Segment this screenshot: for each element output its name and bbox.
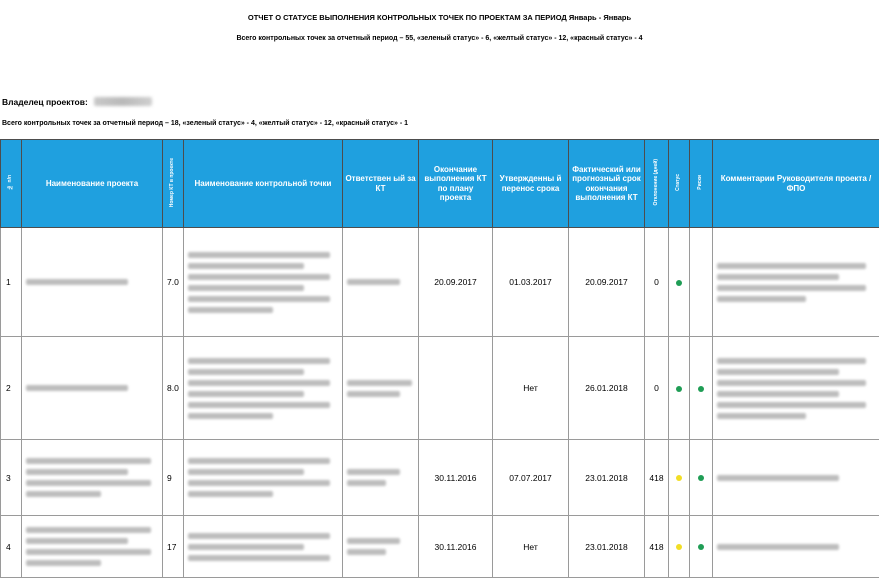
status-cell: [669, 440, 690, 516]
row-num: 2: [1, 337, 22, 440]
actual-end: 23.01.2018: [569, 516, 645, 578]
header-project: Наименование проекта: [22, 140, 163, 228]
status-dot-green: [676, 386, 682, 392]
project-name-redacted: [22, 228, 163, 337]
header-deviation: Отклонение (дней): [645, 140, 669, 228]
comment-redacted: [713, 516, 879, 578]
table-row: [1, 516, 879, 578]
kt-name-redacted: [184, 337, 343, 440]
kt-number: 17: [163, 516, 184, 578]
report-title: ОТЧЕТ О СТАТУСЕ ВЫПОЛНЕНИЯ КОНТРОЛЬНЫХ ТОЧЕК ПО ПРОЕКТАМ ЗА ПЕРИОД Январь - Январь: [247, 13, 632, 22]
header-comments: Комментарии Руководителя проекта / ФПО: [713, 140, 879, 228]
risk-cell: [690, 228, 713, 337]
total-summary: Всего контрольных точек за отчетный период – 55, «зеленый статус» - 6, «желтый статус» - 12, «красный статус» - 4: [236, 35, 643, 42]
responsible-redacted: [343, 440, 419, 516]
plan-end: 30.11.2016: [419, 440, 493, 516]
risk-cell: [690, 440, 713, 516]
header-kt-number: Номер КТ в проекте: [163, 140, 184, 228]
owner-summary: Всего контрольных точек за отчетный период – 18, «зеленый статус» - 4, «желтый статус» - 12, «красный статус» - 1: [2, 120, 409, 127]
project-name-redacted: [22, 337, 163, 440]
comment-redacted: [713, 337, 879, 440]
comment-redacted: [713, 440, 879, 516]
responsible-redacted: [343, 228, 419, 337]
kt-name-redacted: [184, 228, 343, 337]
responsible-redacted: [343, 516, 419, 578]
plan-end: [419, 337, 493, 440]
deviation: 418: [645, 516, 669, 578]
kt-number: 8.0: [163, 337, 184, 440]
kt-status-table: [0, 139, 879, 578]
project-name-redacted: [22, 516, 163, 578]
header-approved-transfer: Утвержденны й перенос срока: [493, 140, 569, 228]
header-kt-name: Наименование контрольной точки: [184, 140, 343, 228]
kt-name-redacted: [184, 440, 343, 516]
header-risks: Риски: [690, 140, 713, 228]
actual-end: 20.09.2017: [569, 228, 645, 337]
header-num: № п/п: [1, 140, 22, 228]
risk-cell: [690, 337, 713, 440]
deviation: 418: [645, 440, 669, 516]
table-row: [1, 440, 879, 516]
status-cell: [669, 337, 690, 440]
risk-dot-green: [698, 386, 704, 392]
plan-end: 20.09.2017: [419, 228, 493, 337]
approved-transfer: Нет: [493, 337, 569, 440]
row-num: 1: [1, 228, 22, 337]
plan-end: 30.11.2016: [419, 516, 493, 578]
approved-transfer: 07.07.2017: [493, 440, 569, 516]
owner-line: [2, 97, 152, 107]
approved-transfer: Нет: [493, 516, 569, 578]
risk-dot-green: [698, 475, 704, 481]
table-header-row: [1, 140, 879, 228]
actual-end: 26.01.2018: [569, 337, 645, 440]
project-name-redacted: [22, 440, 163, 516]
owner-name-redacted: [94, 97, 152, 106]
comment-redacted: [713, 228, 879, 337]
status-dot-green: [676, 280, 682, 286]
actual-end: 23.01.2018: [569, 440, 645, 516]
row-num: 3: [1, 440, 22, 516]
table-row: [1, 228, 879, 337]
table-row: [1, 337, 879, 440]
risk-dot-green: [698, 544, 704, 550]
owner-label: Владелец проектов:: [2, 97, 88, 107]
status-cell: [669, 516, 690, 578]
responsible-redacted: [343, 337, 419, 440]
deviation: 0: [645, 337, 669, 440]
header-responsible: Ответствен ый за КТ: [343, 140, 419, 228]
header-actual-end: Фактический или прогнозный срок окончания выполнения КТ: [569, 140, 645, 228]
risk-cell: [690, 516, 713, 578]
row-num: 4: [1, 516, 22, 578]
status-cell: [669, 228, 690, 337]
approved-transfer: 01.03.2017: [493, 228, 569, 337]
kt-number: 7.0: [163, 228, 184, 337]
kt-number: 9: [163, 440, 184, 516]
status-dot-yellow: [676, 475, 682, 481]
deviation: 0: [645, 228, 669, 337]
kt-name-redacted: [184, 516, 343, 578]
status-dot-yellow: [676, 544, 682, 550]
header-status: Статус: [669, 140, 690, 228]
header-plan-end: Окончание выполнения КТ по плану проекта: [419, 140, 493, 228]
